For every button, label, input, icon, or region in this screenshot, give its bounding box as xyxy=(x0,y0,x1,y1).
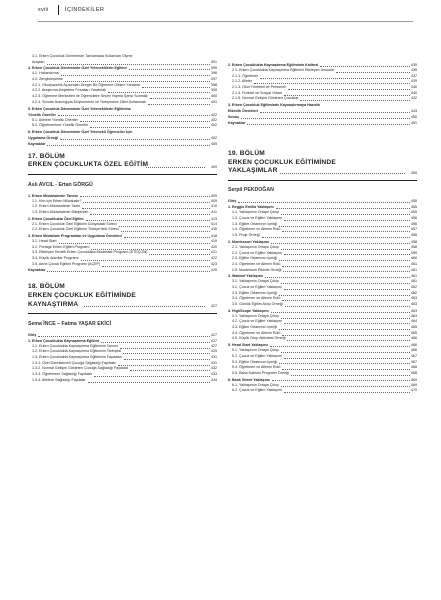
toc-entry-text: 2.4. Öğretmen ve Ailenin Rolü xyxy=(232,261,281,266)
toc-entry-text: 3.5. Anne-Çocuk Eğitimi Programı (AÇEP) xyxy=(32,261,101,266)
toc-entry-text: 3.5. Günlük Eğitim Akışı Örneği xyxy=(232,302,283,307)
toc-entry-page: 399 xyxy=(210,88,217,93)
chapter-authors: Aslı AVCIL - Ertan GÖRGÜ xyxy=(28,181,93,188)
toc-entry-text: 4.1. Yaklaşımın Ortaya Çıkışı xyxy=(232,313,280,318)
toc-entry-text: 4.1. Hızlandırma xyxy=(32,71,59,76)
toc-entry-page: 409 xyxy=(210,198,217,203)
toc-entry-text: 1.2. Erken Müdahalenin Tarihi xyxy=(32,204,81,209)
toc-entry-text: 2. Erken Çocuklukta Kaynaştırma Eğitiminin Kalitesi xyxy=(228,63,319,67)
toc-entry-text: 4.3. Eğitim Ortamının İçeriği xyxy=(232,325,278,330)
toc-entry-text: 1.3. Eğitim Ortamının İçeriği xyxy=(232,221,278,226)
leader-dots xyxy=(84,306,205,307)
toc-entry-text: 1.1. Yaklaşımın Ortaya Çıkışı xyxy=(232,210,280,215)
leader-dots xyxy=(60,139,210,140)
toc-entry-text: 6.1. Yaklaşımın Ortaya Çıkışı xyxy=(232,382,280,387)
toc-entry-page: 416 xyxy=(210,227,217,232)
toc-entry-page: 463 xyxy=(410,302,417,307)
toc-entry-text: 2.2. Erken Çocukluk Özel Eğitimin Türkiye'deki Süreci xyxy=(32,227,119,232)
leader-dots xyxy=(247,124,410,125)
toc-right-column xyxy=(228,62,417,394)
toc-entry-text: 1.3.1. Özel Gereksinimli Çocuğa Sağladığı Faydalar xyxy=(32,360,116,365)
toc-entry-text: 3.2. Çocuk ve Eğitim Yaklaşımı xyxy=(232,284,283,289)
toc-entry-list xyxy=(28,54,217,147)
chapter-page: 455 xyxy=(410,170,417,175)
toc-entry-page: 440 xyxy=(410,85,417,90)
toc-entry-page: 461 xyxy=(410,274,417,279)
toc-entry-text: 2.1. Erken Çocukluk Özel Eğitimin Dünyadaki Süreci xyxy=(32,221,117,226)
toc-entry xyxy=(28,141,217,147)
toc-entry-page: 467 xyxy=(410,353,417,358)
toc-entry-text: 1.1. Erken Çocuklukta Kaynaştırma Eğitiminin Tanımı xyxy=(32,343,118,348)
toc-entry-page: 469 xyxy=(410,377,417,382)
toc-entry-page: 402 xyxy=(210,123,217,128)
toc-entry-list xyxy=(28,332,217,384)
toc-entry-text: 4. Erken Çocukluk Döneminde Özel Yeteneklilerin Eğitimi xyxy=(28,66,127,71)
toc-entry-list xyxy=(228,62,417,126)
toc-entry-text: 3. Erken Müdahale Programları ve Uygulama Örnekleri xyxy=(28,234,122,238)
toc-entry-page: 466 xyxy=(410,348,417,353)
toc-entry-text: 5. Head Start Yaklaşımı xyxy=(228,343,268,348)
toc-entry-page: 455 xyxy=(410,210,417,215)
toc-entry-text: 1.3.3. Öğretmene Sağladığı Faydalar xyxy=(32,372,92,377)
leader-dots xyxy=(272,380,410,381)
leader-dots xyxy=(129,69,210,70)
toc-entry-page: 431 xyxy=(210,360,217,365)
toc-entry-page: 433 xyxy=(210,372,217,377)
toc-entry-text: Kaynaklar xyxy=(28,141,46,146)
toc-entry-page: 431 xyxy=(210,355,217,360)
toc-entry-page: 427 xyxy=(210,332,217,337)
toc-entry-text: 5.4. Öğretmen ve Ailenin Rolü xyxy=(232,365,281,370)
toc-entry-page: 401 xyxy=(210,99,217,104)
toc-entry-page: 425 xyxy=(210,268,217,273)
leader-dots xyxy=(88,382,210,383)
chapter-17-heading xyxy=(28,153,217,170)
toc-entry-text: 3.3. Etkileşim Temelli Erken Çocuklukta Müdahale Programı (ETEÇOM) xyxy=(32,250,148,255)
leader-dots xyxy=(271,243,410,244)
toc-entry-text: 5.3. Eğitim Ortamının İçeriği xyxy=(232,359,278,364)
toc-entry-page: 413 xyxy=(210,216,217,221)
toc-entry-text: 3.3. Eğitim Ortamının İçeriği xyxy=(232,290,278,295)
toc-entry-text: 4.2.1. Okuryazarlık Açısından Zengin Bir Öğrenme Ortamı Yaratma xyxy=(32,82,140,87)
toc-entry-page: 439 xyxy=(410,79,417,84)
toc-entry-text: 2.3. Eğitim Ortamının İçeriği xyxy=(232,256,278,261)
toc-entry-page: 468 xyxy=(410,365,417,370)
toc-entry-text: 3. Erken Çocukluk Eğitiminde Kaynaştırmaya Hazırlık xyxy=(228,103,321,108)
toc-entry-text: 5.1. Yaklaşımın Ortaya Çıkışı xyxy=(232,348,280,353)
toc-entry-text: 4.5. Küçük Grup Aktivitesi Örneği xyxy=(232,336,286,341)
toc-entry-page: 418 xyxy=(210,234,217,238)
toc-entry-page: 421 xyxy=(210,250,217,255)
toc-entry-text: 2.1. Yaklaşımın Ortaya Çıkışı xyxy=(232,244,280,249)
toc-entry-text: 2.1.3. Okul Yönetimi ve Personeli xyxy=(232,85,286,90)
chapter-rule xyxy=(28,174,217,175)
toc-entry-page: 461 xyxy=(410,279,417,284)
toc-entry-text: 1.4. Öğretmen ve Ailenin Rolü xyxy=(232,227,281,232)
chapter-authors: Sema İNCE – Fatma YAŞAR EKİCİ xyxy=(28,320,112,327)
toc-entry-page: 409 xyxy=(210,193,217,198)
toc-entry-text: 4.2.2. Araştırma-Keşfetme Fırsatları Yaratmak xyxy=(32,88,106,93)
toc-entry-page: 461 xyxy=(410,261,417,266)
leader-dots xyxy=(284,392,410,393)
toc-entry-text: 5.2. Öğretmenlere Yönelik Öneriler xyxy=(32,123,89,128)
chapter-number: 19. BÖLÜM xyxy=(228,150,265,158)
toc-entry-text: 2.1. Erken Çocuklukta Kaynaştırma Eğitimini Etkileyen Unsurlar xyxy=(232,68,335,72)
toc-entry-page: 437 xyxy=(410,73,417,78)
toc-entry-text: 1.5. Proje Örneği xyxy=(232,233,260,238)
leader-dots xyxy=(101,342,210,343)
toc-entry-page: 463 xyxy=(410,308,417,313)
toc-entry-text: Yönelik Öneriler xyxy=(28,112,56,117)
toc-entry-text: 4.2. Zenginleştirme xyxy=(32,77,63,82)
toc-entry-text: 3.2. Portage Erken Eğitim Programı xyxy=(32,244,90,249)
toc-entry-page: 467 xyxy=(410,359,417,364)
toc-entry-page: 468 xyxy=(410,370,417,375)
chapter-title: ERKEN ÇOCUKLUK EĞİTİMİNDE xyxy=(228,158,336,166)
toc-entry-text: 6. Erken Çocukluk Döneminde Özel Yetenekli Öğrenciler İçin xyxy=(28,129,133,134)
toc-entry xyxy=(28,267,217,273)
leader-dots xyxy=(58,115,210,116)
toc-entry-text: Kaynaklar xyxy=(228,121,246,126)
chapter-title: ERKEN ÇOCUKLUKTA ÖZEL EĞİTİM xyxy=(28,161,149,169)
toc-entry-text: 3.1. Erken Çocukluk Döneminde Tanılamada Kullanılan Ölçme xyxy=(32,54,133,58)
leader-dots xyxy=(86,220,210,221)
toc-entry-text: Etkinlik Örnekleri xyxy=(228,109,258,114)
leader-dots xyxy=(38,336,210,337)
toc-entry-page: 398 xyxy=(210,82,217,87)
toc-entry-page: 443 xyxy=(410,109,417,114)
toc-entry-text: 5.1. Ailelere Yönelik Öneriler xyxy=(32,117,78,122)
toc-entry-text: 1.2. Erken Çocuklukta Kaynaştırma Eğitiminin Tarihçesi xyxy=(32,349,122,354)
toc-entry-text: 1.3.2. Normal Gelişim Gösteren Çocuğa Sağladığı Faydalar xyxy=(32,366,129,371)
page-header xyxy=(38,7,413,23)
toc-entry-text: 3.1. Yaklaşımın Ortaya Çıkışı xyxy=(232,279,280,284)
toc-entry-text: Kaynaklar xyxy=(28,268,46,273)
toc-entry-text: Uygulama Örneği xyxy=(28,135,59,140)
toc-entry-page: 462 xyxy=(410,284,417,289)
toc-entry-text: 5. Erken Çocukluk Döneminde Özel Yeteneklilerin Eğitimine xyxy=(28,106,131,111)
leader-dots xyxy=(47,271,210,272)
toc-entry-page: 400 xyxy=(210,94,217,99)
toc-entry-page: 419 xyxy=(210,239,217,243)
chapter-page: 409 xyxy=(210,165,217,170)
toc-entry-page: 459 xyxy=(410,250,417,255)
toc-left-column xyxy=(28,54,217,384)
page-number: xviii xyxy=(38,7,49,13)
chapter-page: 427 xyxy=(210,304,217,309)
toc-entry-page: 466 xyxy=(410,343,417,348)
toc-entry-page: 455 xyxy=(410,199,417,204)
header-divider xyxy=(58,5,59,15)
toc-entry-text: Araçları xyxy=(32,59,45,64)
toc-entry-text: 2.1.1. Öğretmen xyxy=(232,73,259,78)
toc-entry-page: 465 xyxy=(410,325,417,330)
toc-entry-text: 5.5. Baba Katılımı Programı Örneği xyxy=(232,370,289,375)
toc-entry-list xyxy=(28,193,217,274)
toc-entry-page: 457 xyxy=(410,227,417,232)
header-rule xyxy=(38,21,413,22)
toc-entry-page: 397 xyxy=(210,77,217,82)
toc-entry-page: 469 xyxy=(410,382,417,387)
toc-entry-page: 463 xyxy=(410,313,417,318)
toc-entry-text: 1.3.4. Ailelere Sağladığı Faydalar xyxy=(32,377,86,382)
leader-dots xyxy=(271,312,410,313)
chapter-authors: Serpil PEKDOĞAN xyxy=(228,187,274,194)
toc-entry-page: 463 xyxy=(410,296,417,301)
toc-entry-page: 427 xyxy=(210,338,217,343)
leader-dots xyxy=(241,118,410,119)
toc-entry-text: 6.2. Çocuk ve Eğitim Yaklaşımı xyxy=(232,388,283,393)
toc-entry-page: 402 xyxy=(210,117,217,122)
toc-entry-page: 434 xyxy=(210,377,217,382)
toc-entry-page: 402 xyxy=(210,135,217,140)
toc-entry-page: 395 xyxy=(210,66,217,71)
toc-entry-text: 2.1.5. Normal Gelişim Gösteren Çocuklar xyxy=(232,96,299,101)
toc-entry-page: 451 xyxy=(410,121,417,126)
toc-entry-page: 470 xyxy=(410,388,417,393)
toc-entry-text: 4.4. Öğretmen ve Ailenin Rolü xyxy=(232,330,281,335)
toc-entry-text: 4. HighScope Yaklaşımı xyxy=(228,308,269,313)
toc-entry-text: 3.4. Küçük Adımlar Programı xyxy=(32,256,79,261)
toc-entry-page: 465 xyxy=(410,330,417,335)
toc-entry-page: 464 xyxy=(410,319,417,324)
toc-entry xyxy=(228,388,417,394)
leader-dots xyxy=(270,346,410,347)
toc-entry-page: 429 xyxy=(210,349,217,354)
toc-entry-text: 2.1.4. Fiziksel ve Sosyal Ortam xyxy=(232,90,283,95)
chapter-19-heading xyxy=(228,150,417,176)
toc-entry-page: 450 xyxy=(410,115,417,120)
toc-entry-text: 3. Waldorf Yaklaşımı xyxy=(228,274,264,279)
toc-entry-page: 396 xyxy=(210,71,217,76)
toc-entry-page: 410 xyxy=(210,204,217,209)
toc-entry-page: 458 xyxy=(410,244,417,249)
chapter-rule xyxy=(28,313,217,314)
chapter-rule xyxy=(228,180,417,181)
leader-dots xyxy=(320,66,410,67)
toc-entry-text: 1.3. Erken Müdahalenin Bileşenleri xyxy=(32,209,89,214)
toc-entry-page: 456 xyxy=(410,216,417,221)
toc-entry xyxy=(228,120,417,126)
toc-entry-text: 5.2. Çocuk ve Eğitim Yaklaşımı xyxy=(232,353,283,358)
chapter-title: ERKEN ÇOCUKLUK EĞİTİMİNDE xyxy=(28,292,136,300)
toc-entry-page: 422 xyxy=(210,256,217,261)
toc-entry-text: 2. Montessori Yaklaşımı xyxy=(228,239,270,244)
toc-entry-text: 4.2. Çocuk ve Eğitim Yaklaşımı xyxy=(232,319,283,324)
toc-entry-page: 458 xyxy=(410,233,417,238)
toc-entry-text: 6. Bank Street Yaklaşımı xyxy=(228,377,270,382)
toc-entry-page: 420 xyxy=(210,244,217,249)
toc-entry-page: 466 xyxy=(410,336,417,341)
toc-entry-page: 460 xyxy=(410,256,417,261)
toc-entry-page: 458 xyxy=(410,239,417,244)
leader-dots xyxy=(47,145,210,146)
toc-entry xyxy=(28,378,217,384)
toc-entry-page: 391 xyxy=(210,59,217,64)
toc-entry-text: 1. Erken Çocuklukta Kaynaştırma Eğitimi xyxy=(28,338,99,343)
leader-dots xyxy=(124,237,210,238)
toc-entry-text: 1.2. Çocuk ve Eğitim Yaklaşımı xyxy=(232,216,283,221)
page-title: İÇİNDEKİLER xyxy=(65,7,105,13)
leader-dots xyxy=(146,167,205,168)
toc-entry-list xyxy=(228,198,417,394)
toc-entry-page: 414 xyxy=(210,221,217,226)
toc-entry-text: Sonuç xyxy=(228,115,240,120)
chapter-title-continued: YAKLAŞIMLAR xyxy=(228,167,278,175)
leader-dots xyxy=(280,173,405,174)
toc-entry-page: 435 xyxy=(410,68,417,72)
toc-entry-page: 423 xyxy=(210,261,217,266)
toc-entry-text: 1.1. Kim için Erken Müdahale? xyxy=(32,198,82,203)
chapter-number: 18. BÖLÜM xyxy=(28,283,65,291)
toc-entry-text: 1. Erken Müdahalenin Tanımı xyxy=(28,193,78,198)
toc-entry-text: 4.2.3. Öğrenme Merkezleri ile Öğrencilere Seçim Yapma Şansı Sunmak xyxy=(32,94,148,99)
leader-dots xyxy=(238,202,410,203)
toc-entry-page: 456 xyxy=(410,221,417,226)
toc-entry-page: 432 xyxy=(210,366,217,371)
toc-entry-page: 455 xyxy=(410,205,417,210)
toc-entry-text: Giriş xyxy=(28,332,37,337)
toc-entry-page: 440 xyxy=(410,90,417,95)
toc-entry-text: 2. Erken Çocuklukta Özel Eğitim xyxy=(28,216,84,221)
toc-entry-page: 435 xyxy=(410,63,417,67)
toc-entry-page: 427 xyxy=(210,343,217,348)
chapter-number: 17. BÖLÜM xyxy=(28,152,65,160)
toc-entry-text: 3.1. Head Start xyxy=(32,239,57,243)
toc-entry-text: 2.1.2. Aileler xyxy=(232,79,253,84)
leader-dots xyxy=(265,277,410,278)
toc-entry-page: 461 xyxy=(410,267,417,272)
toc-entry-text: 1.3. Erken Çocuklukta Kaynaştırma Eğitiminin Faydaları xyxy=(32,355,123,360)
toc-entry-text: 3.4. Öğretmen ve Ailenin Rolü xyxy=(232,296,281,301)
toc-entry-page: 411 xyxy=(211,209,217,214)
toc-entry-text: 4.2.4. Sorular Aracılığıyla Düşünmenin ve Tartışmanın Dilini Kullanmak xyxy=(32,99,146,104)
toc-entry-text: 2.2. Çocuk ve Eğitim Yaklaşımı xyxy=(232,250,283,255)
toc-entry-page: 442 xyxy=(410,96,417,101)
toc-entry-page: 405 xyxy=(210,141,217,146)
chapter-18-heading xyxy=(28,283,217,309)
leader-dots xyxy=(80,196,210,197)
toc-entry-page: 402 xyxy=(210,112,217,117)
toc-entry-page: 462 xyxy=(410,290,417,295)
leader-dots xyxy=(260,112,410,113)
toc-entry-text: 1. Reggio Emilia Yaklaşımı xyxy=(228,205,274,210)
toc-entry-text: 2.5. Montessori Etkinlik Örneği xyxy=(232,267,282,272)
leader-dots xyxy=(276,208,410,209)
toc-entry-text: Giriş xyxy=(228,199,237,204)
chapter-title-continued: KAYNAŞTIRMA xyxy=(28,300,79,308)
